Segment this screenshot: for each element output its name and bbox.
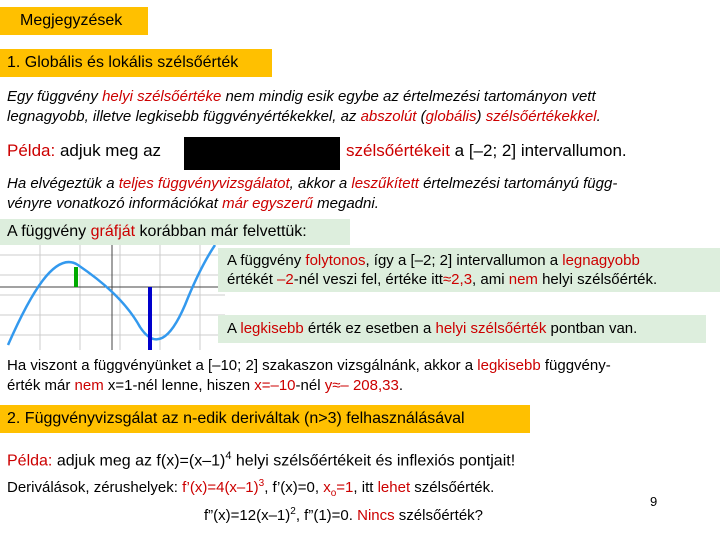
intro-paragraph: Egy függvény helyi szélsőértéke nem mindig esik egybe az értelmezési tartományon vett legnagyobb, illetve legkisebb függvényértékekkel, az abszolút (globális) szélsőértékekkel. — [7, 88, 601, 125]
example1-line — [7, 141, 161, 161]
formula-image — [184, 137, 340, 170]
header-title: Megjegyzések — [20, 12, 123, 29]
graph-caption-bar — [0, 219, 350, 245]
paragraph2: Ha elvégeztük a teljes függvényvizsgálatot, akkor a leszűkített értelmezési tartományú függ- vényre vonatkozó információkat már egyszerű megadni. — [7, 175, 618, 212]
example1-text: adjuk meg az — [59, 141, 162, 160]
note2-text: A legkisebb érték ez esetben a helyi szélsőérték pontban van. — [227, 320, 638, 337]
graph-caption: A függvény gráfját korábban már felvettük: — [7, 223, 307, 240]
paragraph3: Ha viszont a függvényünket a [–10; 2] szakaszon vizsgálnánk, akkor a legkisebb függvény- érték már nem x=1-nél lenne, hiszen x=–10-nél y≈– 208,33. — [7, 357, 611, 394]
header-bar — [0, 7, 148, 35]
section1-title-bar — [0, 49, 272, 77]
page-number: 9 — [650, 494, 658, 509]
derivatives-line: Deriválások, zérushelyek: $f’(x)=4(x-1)^3$, f’(x)=0, $x_o=1$, itt lehet szélsőérték. — [7, 478, 495, 499]
function-graph — [0, 245, 225, 350]
section2-title-bar — [0, 405, 530, 433]
section2-title: 2. Függvényvizsgálat az n-edik deriváltak (n>3) felhasználásával — [7, 410, 465, 427]
example2-line: Példa: adjuk meg az $f(x)=(x-1)^4$ helyi szélsőértékeit és inflexiós pontjait! — [7, 450, 516, 470]
second-derivative-line: $f”(x)=12(x-1)^2$, f”(1)=0. Nincs szélsőérték? — [204, 506, 484, 524]
note2-box — [218, 315, 706, 343]
note1-box — [218, 248, 720, 292]
example1-after: szélsőértékeit a [–2; 2] intervallumon. — [346, 141, 627, 160]
note1-text: A függvény folytonos, így a [–2; 2] intervallumon a legnagyobb értékét –2-nél veszi fel, értéke itt≈2,3, ami nem helyi szélsőérték. — [227, 252, 658, 288]
example1-label: Példa: — [7, 141, 56, 160]
section1-title: 1. Globális és lokális szélsőérték — [7, 54, 239, 71]
